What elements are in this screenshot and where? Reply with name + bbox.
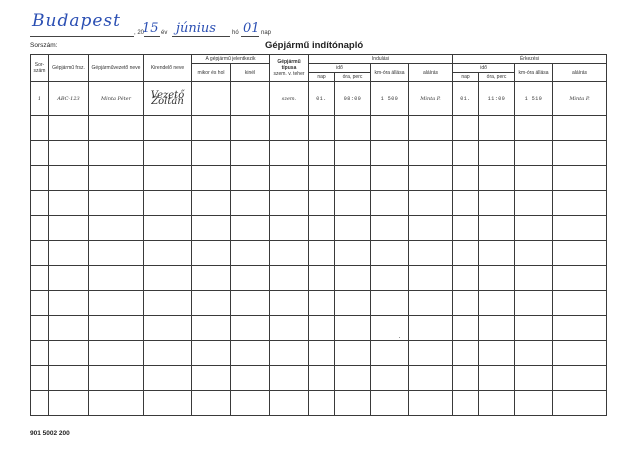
table-cell[interactable] [270,216,309,241]
table-cell[interactable] [409,266,453,291]
day-underline [241,36,259,37]
table-cell[interactable] [270,366,309,391]
table-cell[interactable] [231,116,270,141]
table-cell[interactable] [409,191,453,216]
table-cell[interactable] [553,166,607,191]
col-vezeto: Gépjárművezető neve [89,55,144,82]
table-cell[interactable] [479,116,515,141]
table-cell[interactable] [479,241,515,266]
table-cell[interactable] [270,241,309,266]
table-cell[interactable] [515,241,553,266]
table-cell[interactable] [144,316,192,341]
table-cell[interactable] [192,266,231,291]
table-cell[interactable] [231,141,270,166]
form-code: 901 5002 200 [30,430,70,437]
table-cell[interactable] [89,341,144,366]
table-cell[interactable] [49,316,89,341]
col-ind-ido: idő [309,64,371,73]
table-cell[interactable] [371,316,409,341]
table-cell[interactable] [49,391,89,416]
table-cell[interactable] [31,191,49,216]
table-cell[interactable] [553,291,607,316]
table-cell[interactable] [515,116,553,141]
table-cell[interactable] [409,166,453,191]
table-cell[interactable] [335,366,371,391]
col-erkezesi: Érkezési [453,55,607,64]
table-cell[interactable] [309,141,335,166]
table-cell[interactable] [231,341,270,366]
table-cell[interactable] [144,116,192,141]
table-row [31,116,607,141]
log-table [30,54,607,416]
table-cell[interactable] [335,266,371,291]
table-cell[interactable] [231,166,270,191]
table-cell[interactable] [409,216,453,241]
table-cell[interactable] [553,391,607,416]
city-underline [30,36,134,37]
table-row [31,366,607,391]
table-cell[interactable] [335,166,371,191]
table-cell[interactable] [515,366,553,391]
table-cell[interactable] [479,141,515,166]
col-tipus-label: Gépjármű típusa [277,59,301,71]
table-cell[interactable] [192,216,231,241]
table-row [31,141,607,166]
table-cell[interactable] [515,216,553,241]
table-cell[interactable] [31,391,49,416]
table-cell[interactable] [31,291,49,316]
table-cell[interactable] [409,116,453,141]
table-cell[interactable] [192,141,231,166]
table-cell[interactable] [49,141,89,166]
table-cell[interactable] [31,116,49,141]
table-cell[interactable] [515,316,553,341]
table-cell[interactable] [309,191,335,216]
table-cell[interactable] [453,316,479,341]
col-erk-km: km-óra állása [515,64,553,82]
ho-label: hó [232,30,239,36]
table-cell[interactable] [453,366,479,391]
table-row [31,191,607,216]
cell-vezeto[interactable]: Minta Péter [89,82,144,116]
ev-label: év [161,30,168,36]
table-cell[interactable] [89,391,144,416]
table-cell[interactable] [31,341,49,366]
cell-ind-ido[interactable]: 08:00 [335,82,371,116]
table-cell[interactable] [515,341,553,366]
table-cell[interactable] [479,316,515,341]
table-cell[interactable] [371,116,409,141]
table-cell[interactable] [335,141,371,166]
table-cell[interactable] [309,366,335,391]
table-cell[interactable] [231,241,270,266]
year-underline [144,36,160,37]
table-cell[interactable] [192,316,231,341]
table-cell[interactable] [89,216,144,241]
table-cell[interactable] [479,366,515,391]
col-erk-alairas: aláírás [553,64,607,82]
table-cell[interactable] [553,341,607,366]
table-cell[interactable] [31,166,49,191]
sorszam-label: Sorszám: [30,42,58,49]
table-cell[interactable] [515,141,553,166]
table-cell[interactable] [89,366,144,391]
city-value[interactable]: Budapest [32,11,121,31]
col-kinel: kinél [231,64,270,82]
col-indulas: Indulási [309,55,453,64]
table-cell[interactable] [309,316,335,341]
table-cell[interactable] [453,141,479,166]
table-cell[interactable] [270,116,309,141]
table-cell[interactable] [409,391,453,416]
table-cell[interactable] [89,191,144,216]
table-cell[interactable] [89,291,144,316]
table-cell[interactable] [49,166,89,191]
table-cell[interactable] [479,216,515,241]
col-kirendelo: Kirendelő neve [144,55,192,82]
table-cell[interactable] [409,141,453,166]
table-cell[interactable] [49,241,89,266]
day-value[interactable]: 01 [243,21,260,36]
cell-sorszam[interactable]: 1 [31,82,49,116]
table-cell[interactable] [144,341,192,366]
table-cell[interactable] [89,141,144,166]
table-cell[interactable] [479,266,515,291]
table-cell[interactable] [553,241,607,266]
table-cell[interactable] [31,241,49,266]
table-cell[interactable] [192,341,231,366]
cell-tipus[interactable]: szem. [270,82,309,116]
table-cell[interactable] [371,291,409,316]
table-cell[interactable] [371,216,409,241]
table-cell[interactable] [409,241,453,266]
table-cell[interactable] [144,391,192,416]
col-rendszam: Gépjármű frsz. [49,55,89,82]
table-cell[interactable] [309,116,335,141]
table-cell[interactable] [453,391,479,416]
table-cell[interactable] [270,141,309,166]
table-cell[interactable] [270,291,309,316]
table-row [31,241,607,266]
table-cell[interactable] [479,166,515,191]
table-cell[interactable] [515,166,553,191]
table-row [31,82,607,116]
table-cell[interactable] [231,391,270,416]
table-cell[interactable] [192,191,231,216]
cell-mikor-hol[interactable] [192,82,231,116]
table-row [31,291,607,316]
table-cell[interactable] [89,316,144,341]
table-cell[interactable] [309,241,335,266]
table-cell[interactable] [31,316,49,341]
table-cell[interactable] [49,341,89,366]
table-cell[interactable] [192,116,231,141]
page-title: Gépjármű indítónapló [265,40,364,51]
table-cell[interactable] [335,191,371,216]
table-cell[interactable] [409,291,453,316]
table-cell[interactable] [49,191,89,216]
table-cell[interactable] [371,166,409,191]
table-cell[interactable] [515,191,553,216]
table-cell[interactable] [553,216,607,241]
col-jelentkezik: A gépjármű jelentkezik [192,55,270,64]
table-cell[interactable] [144,216,192,241]
table-cell[interactable] [31,141,49,166]
table-cell[interactable] [231,291,270,316]
table-cell[interactable] [231,316,270,341]
table-cell[interactable] [553,116,607,141]
cell-ind-nap[interactable]: 01. [309,82,335,116]
table-cell[interactable] [453,191,479,216]
table-cell[interactable] [371,241,409,266]
table-cell[interactable] [144,291,192,316]
table-cell[interactable] [231,366,270,391]
table-cell[interactable] [335,391,371,416]
table-cell[interactable] [89,266,144,291]
table-cell[interactable] [479,191,515,216]
table-cell[interactable] [231,216,270,241]
col-ind-alairas: aláírás [409,64,453,82]
cell-kirendelo[interactable]: Vezető Zoltán [144,82,192,116]
year-prefix: , 20 [134,30,145,36]
table-cell[interactable] [515,291,553,316]
table-cell[interactable] [144,266,192,291]
table-cell[interactable] [371,191,409,216]
table-cell[interactable] [371,266,409,291]
cell-ind-alairas[interactable]: Minta P. [409,82,453,116]
month-value[interactable]: június [176,21,216,36]
table-cell[interactable] [144,191,192,216]
table-cell[interactable] [309,266,335,291]
table-cell[interactable] [231,266,270,291]
table-row [31,266,607,291]
scan-speck [399,337,400,338]
table-cell[interactable] [192,166,231,191]
col-mikor-hol: mikor és hol [192,64,231,82]
table-cell[interactable] [409,366,453,391]
table-cell[interactable] [192,366,231,391]
col-ind-nap: nap [309,73,335,82]
table-cell[interactable] [371,341,409,366]
table-cell[interactable] [309,391,335,416]
cell-rendszam[interactable]: ABC-123 [49,82,89,116]
table-cell[interactable] [453,341,479,366]
table-cell[interactable] [453,241,479,266]
table-cell[interactable] [192,391,231,416]
table-cell[interactable] [371,141,409,166]
table-cell[interactable] [335,291,371,316]
table-cell[interactable] [335,241,371,266]
table-cell[interactable] [31,216,49,241]
table-cell[interactable] [270,391,309,416]
cell-kinel[interactable] [231,82,270,116]
table-cell[interactable] [453,116,479,141]
table-cell[interactable] [192,291,231,316]
table-cell[interactable] [453,166,479,191]
table-cell[interactable] [371,391,409,416]
table-cell[interactable] [144,141,192,166]
table-cell[interactable] [309,341,335,366]
table-cell[interactable] [270,191,309,216]
table-cell[interactable] [89,241,144,266]
table-cell[interactable] [515,266,553,291]
cell-erk-km[interactable]: 1 510 [515,82,553,116]
table-cell[interactable] [144,166,192,191]
table-row [31,341,607,366]
table-cell[interactable] [49,291,89,316]
table-row [31,391,607,416]
col-ind-ora: óra, perc [335,73,371,82]
table-cell[interactable] [270,341,309,366]
table-cell[interactable] [49,366,89,391]
table-cell[interactable] [409,316,453,341]
table-cell[interactable] [31,266,49,291]
table-cell[interactable] [553,141,607,166]
table-cell[interactable] [553,191,607,216]
table-cell[interactable] [479,391,515,416]
table-cell[interactable] [453,291,479,316]
cell-erk-nap[interactable]: 01. [453,82,479,116]
table-cell[interactable] [270,166,309,191]
table-cell[interactable] [335,316,371,341]
table-cell[interactable] [553,266,607,291]
col-erk-ora: óra, perc [479,73,515,82]
table-cell[interactable] [335,216,371,241]
table-cell[interactable] [335,116,371,141]
col-ind-km: km-óra állása [371,64,409,82]
nap-label: nap [261,30,272,36]
table-cell[interactable] [49,266,89,291]
col-erk-nap: nap [453,73,479,82]
table-cell[interactable] [192,241,231,266]
table-cell[interactable] [309,291,335,316]
table-cell[interactable] [453,266,479,291]
table-cell[interactable] [231,191,270,216]
table-cell[interactable] [49,216,89,241]
table-cell[interactable] [553,316,607,341]
year-value[interactable]: 15 [142,21,159,36]
table-cell[interactable] [309,216,335,241]
table-cell[interactable] [270,266,309,291]
col-sorszam: Sor- szám [31,55,49,82]
table-cell[interactable] [479,341,515,366]
table-cell[interactable] [309,166,335,191]
table-cell[interactable] [31,366,49,391]
month-underline [172,36,230,37]
table-row [31,166,607,191]
table-row [31,316,607,341]
table-cell[interactable] [553,366,607,391]
col-tipus [270,55,309,82]
table-cell[interactable] [335,341,371,366]
cell-erk-ido[interactable]: 11:00 [479,82,515,116]
table-row [31,216,607,241]
table-cell[interactable] [89,116,144,141]
table-cell[interactable] [409,341,453,366]
cell-ind-km[interactable]: 1 500 [371,82,409,116]
table-cell[interactable] [453,216,479,241]
table-cell[interactable] [144,241,192,266]
table-cell[interactable] [144,366,192,391]
cell-erk-alairas[interactable]: Minta P. [553,82,607,116]
col-erk-ido: idő [453,64,515,73]
table-cell[interactable] [371,366,409,391]
table-cell[interactable] [270,316,309,341]
col-tipus-sub: szem. v. teher [273,71,305,77]
table-cell[interactable] [89,166,144,191]
table-cell[interactable] [515,391,553,416]
table-cell[interactable] [49,116,89,141]
table-cell[interactable] [479,291,515,316]
